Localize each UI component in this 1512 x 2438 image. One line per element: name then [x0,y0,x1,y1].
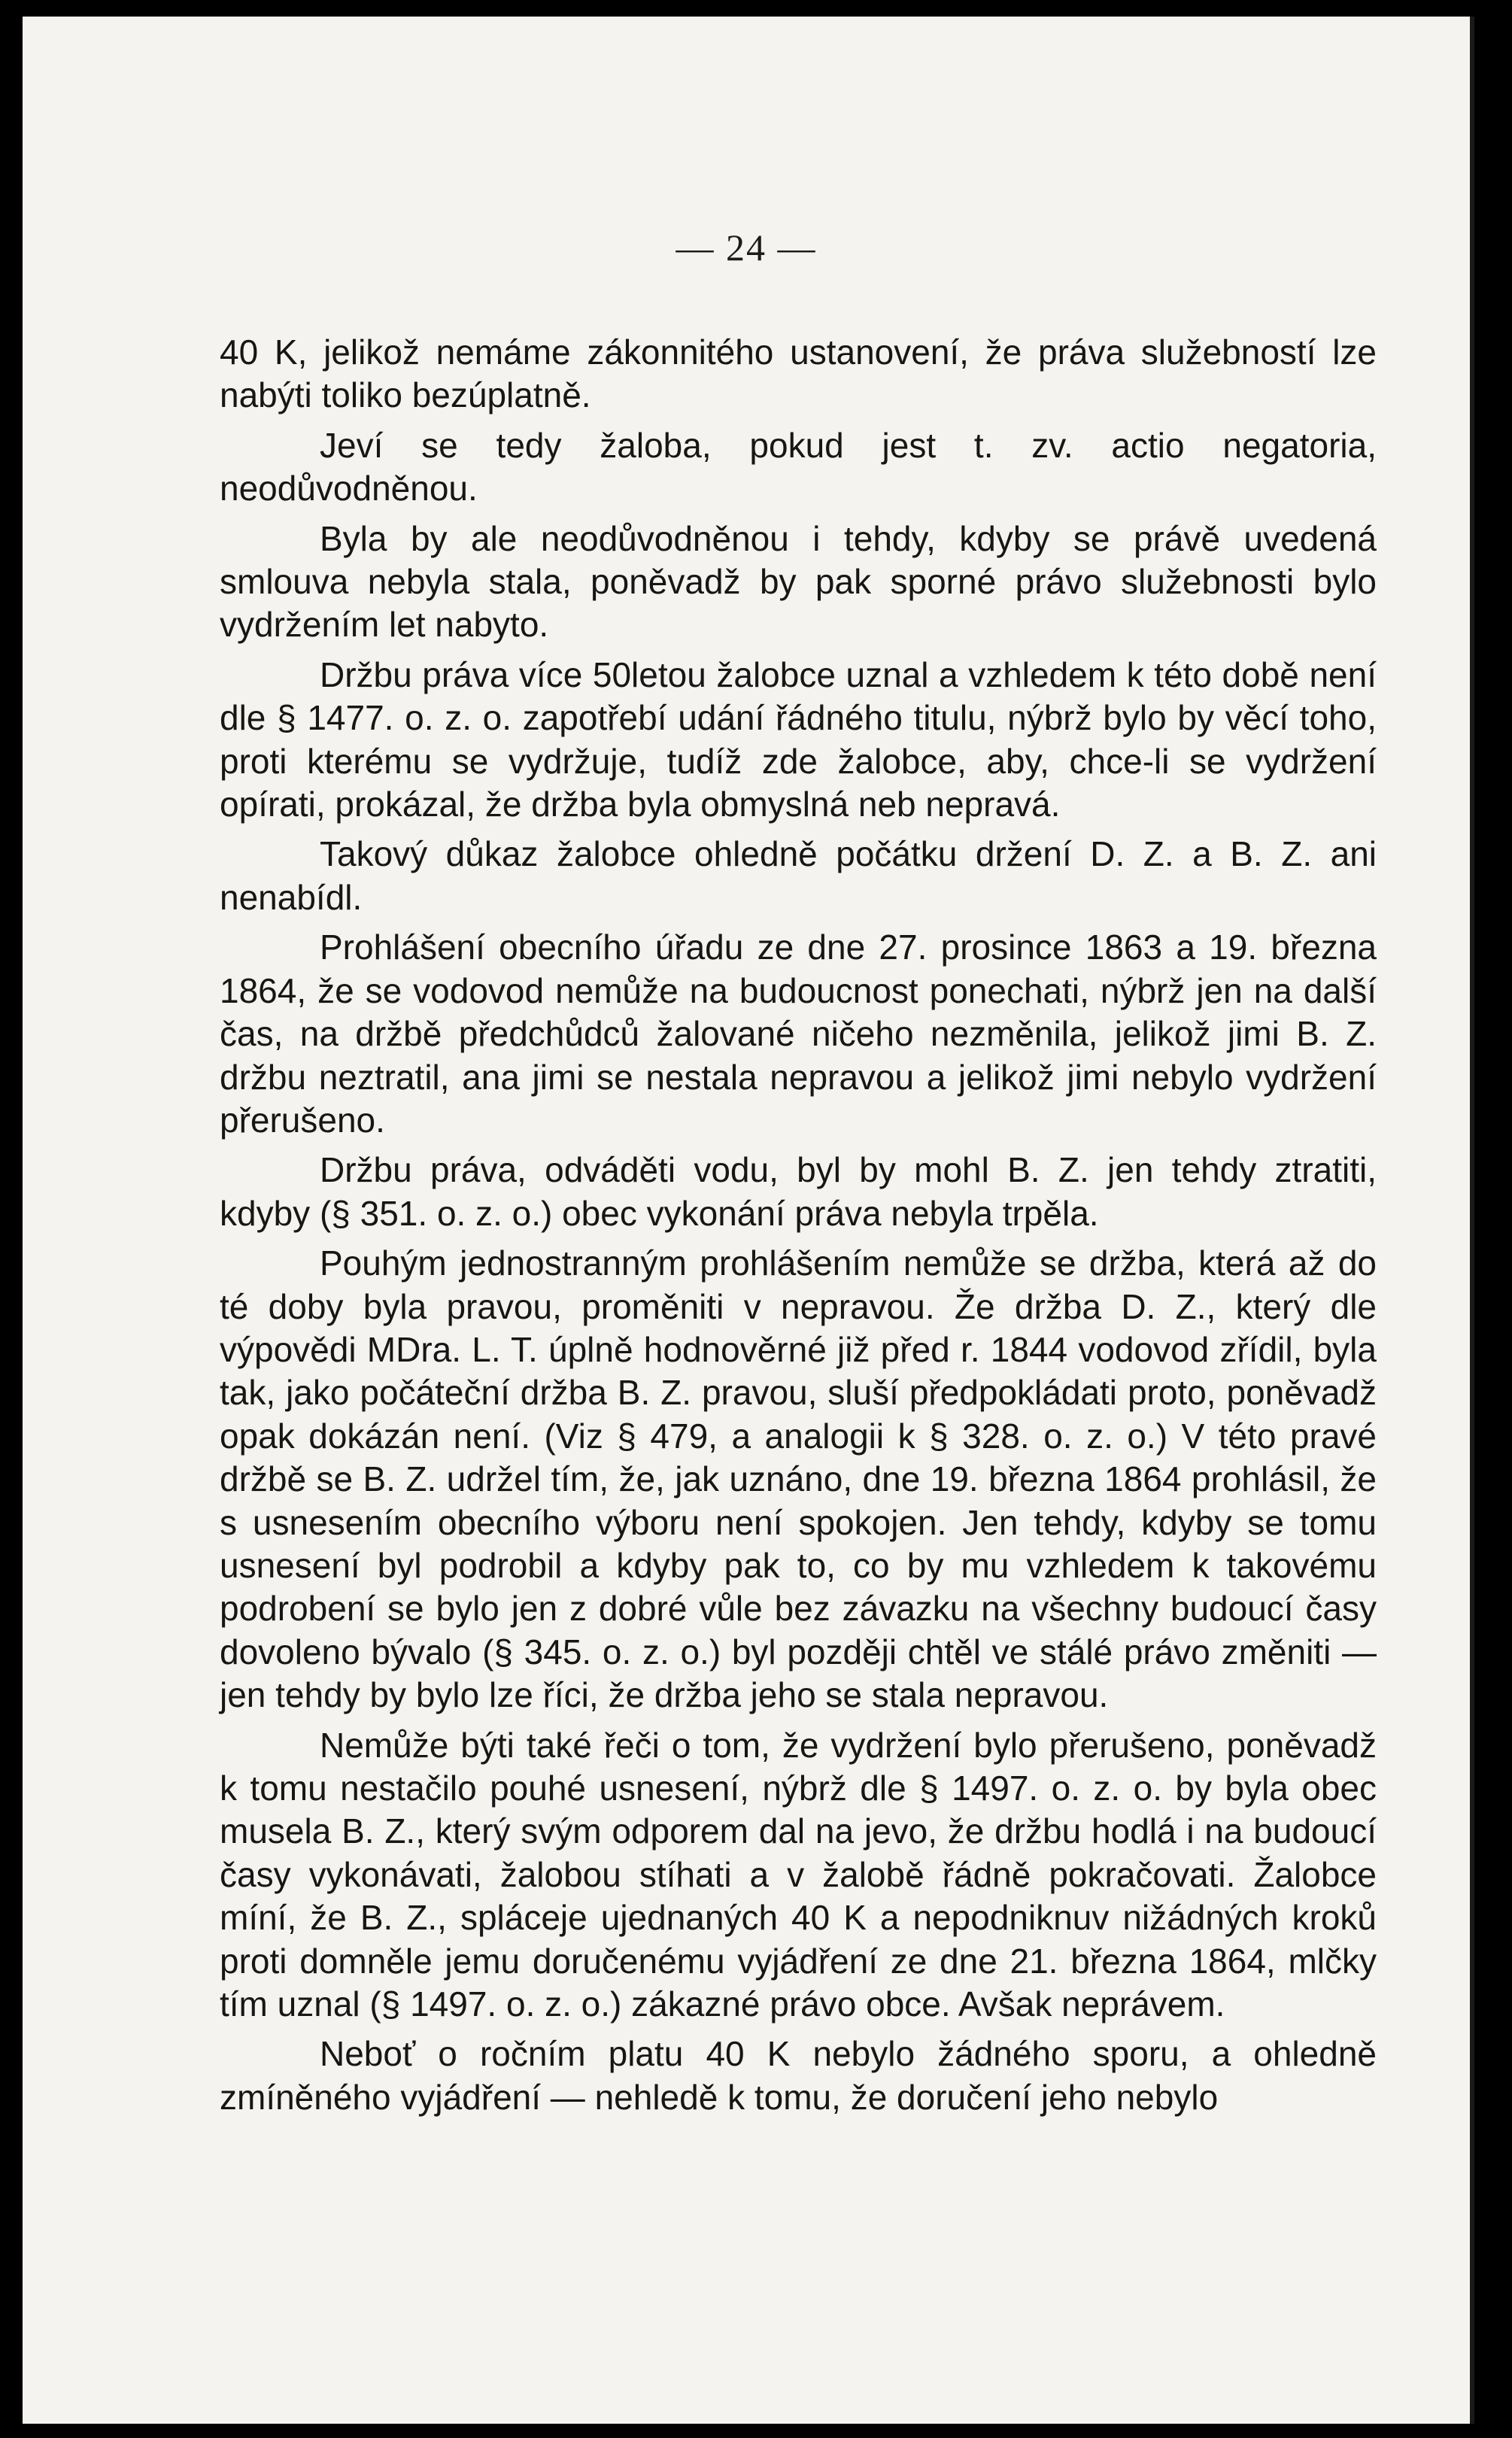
paragraph: Byla by ale neodůvodněnou i tehdy, kdyby se právě uvedená smlouva nebyla stala, poněvadž by pak sporné právo služebnosti bylo vydržením let nabyto. [220,518,1377,645]
paragraph: Nemůže býti také řeči o tom, že vydržení bylo přerušeno, poněvadž k tomu nestačilo pouhé usnesení, nýbrž dle § 1497. o. z. o. by byla obec musela B. Z., který svým odporem dal na jevo, že držbu hodlá i na budoucí časy vykonávati, žalobou stíhati a v žalobě řádně pokračovati. Žalobce míní, že B. Z., spláceje ujednaných 40 K a nepodniknuv nižádných kroků proti domněle jemu doručenému vyjádření ze dne 21. března 1864, mlčky tím uznal (§ 1497. o. z. o.) zákazné právo obce. Avšak neprávem. [220,1725,1377,2024]
page-number: — 24 — [676,226,817,269]
paragraph: Takový důkaz žalobce ohledně počátku držení D. Z. a B. Z. ani nenabídl. [220,834,1377,917]
paragraph: Pouhým jednostranným prohlášením nemůže se držba, která až do té doby byla pravou, proměniti v nepravou. Že držba D. Z., který dle výpovědi MDra. L. T. úplně hodnověrné již před r. 1844 vodovod zřídil, byla tak, jako počáteční držba B. Z. pravou, sluší předpokládati proto, poněvadž opak dokázán není. (Viz § 479, a analogii k § 328. o. z. o.) V této pravé držbě se B. Z. udržel tím, že, jak uznáno, dne 19. března 1864 prohlásil, že s usnesením obecního výboru není spokojen. Jen tehdy, kdyby se tomu usnesení byl podrobil a kdyby pak to, co by mu vzhledem k takovému podrobení se bylo jen z dobré vůle bez závazku na všechny budoucí časy dovoleno bývalo (§ 345. o. z. o.) byl později chtěl ve stálé právo změniti — jen tehdy by bylo lze říci, že držba jeho se stala nepravou. [220,1243,1377,1715]
book-page [23,17,1474,2424]
paragraph: Neboť o ročním platu 40 K nebylo žádného sporu, a ohledně zmíněného vyjádření — nehledě k tomu, že doručení jeho nebylo [220,2034,1377,2117]
body-text [220,331,1377,2119]
paragraph: 40 K, jelikož nemáme zákonnitého ustanovení, že práva služebností lze nabýti toliko bezúplatně. [220,332,1377,415]
paragraph: Držbu práva, odváděti vodu, byl by mohl B. Z. jen tehdy ztratiti, kdyby (§ 351. o. z. o.) obec vykonání práva nebyla trpěla. [220,1150,1377,1233]
paragraph: Držbu práva více 50letou žalobce uznal a vzhledem k této době není dle § 1477. o. z. o. zapotřebí udání řádného titulu, nýbrž bylo by věcí toho, proti kterému se vydržuje, tudíž zde žalobce, aby, chce-li se vydržení opírati, prokázal, že držba byla obmyslná neb nepravá. [220,654,1377,824]
paragraph: Jeví se tedy žaloba, pokud jest t. zv. actio negatoria, neodůvodněnou. [220,425,1377,509]
paragraph: Prohlášení obecního úřadu ze dne 27. prosince 1863 a 19. března 1864, že se vodovod nemůže na budoucnost ponechati, nýbrž jen na další čas, na držbě předchůdců žalované ničeho nezměnila, jelikož jimi B. Z. držbu neztratil, ana jimi se nestala nepravou a jelikož jimi nebylo vydržení přerušeno. [220,928,1377,1140]
